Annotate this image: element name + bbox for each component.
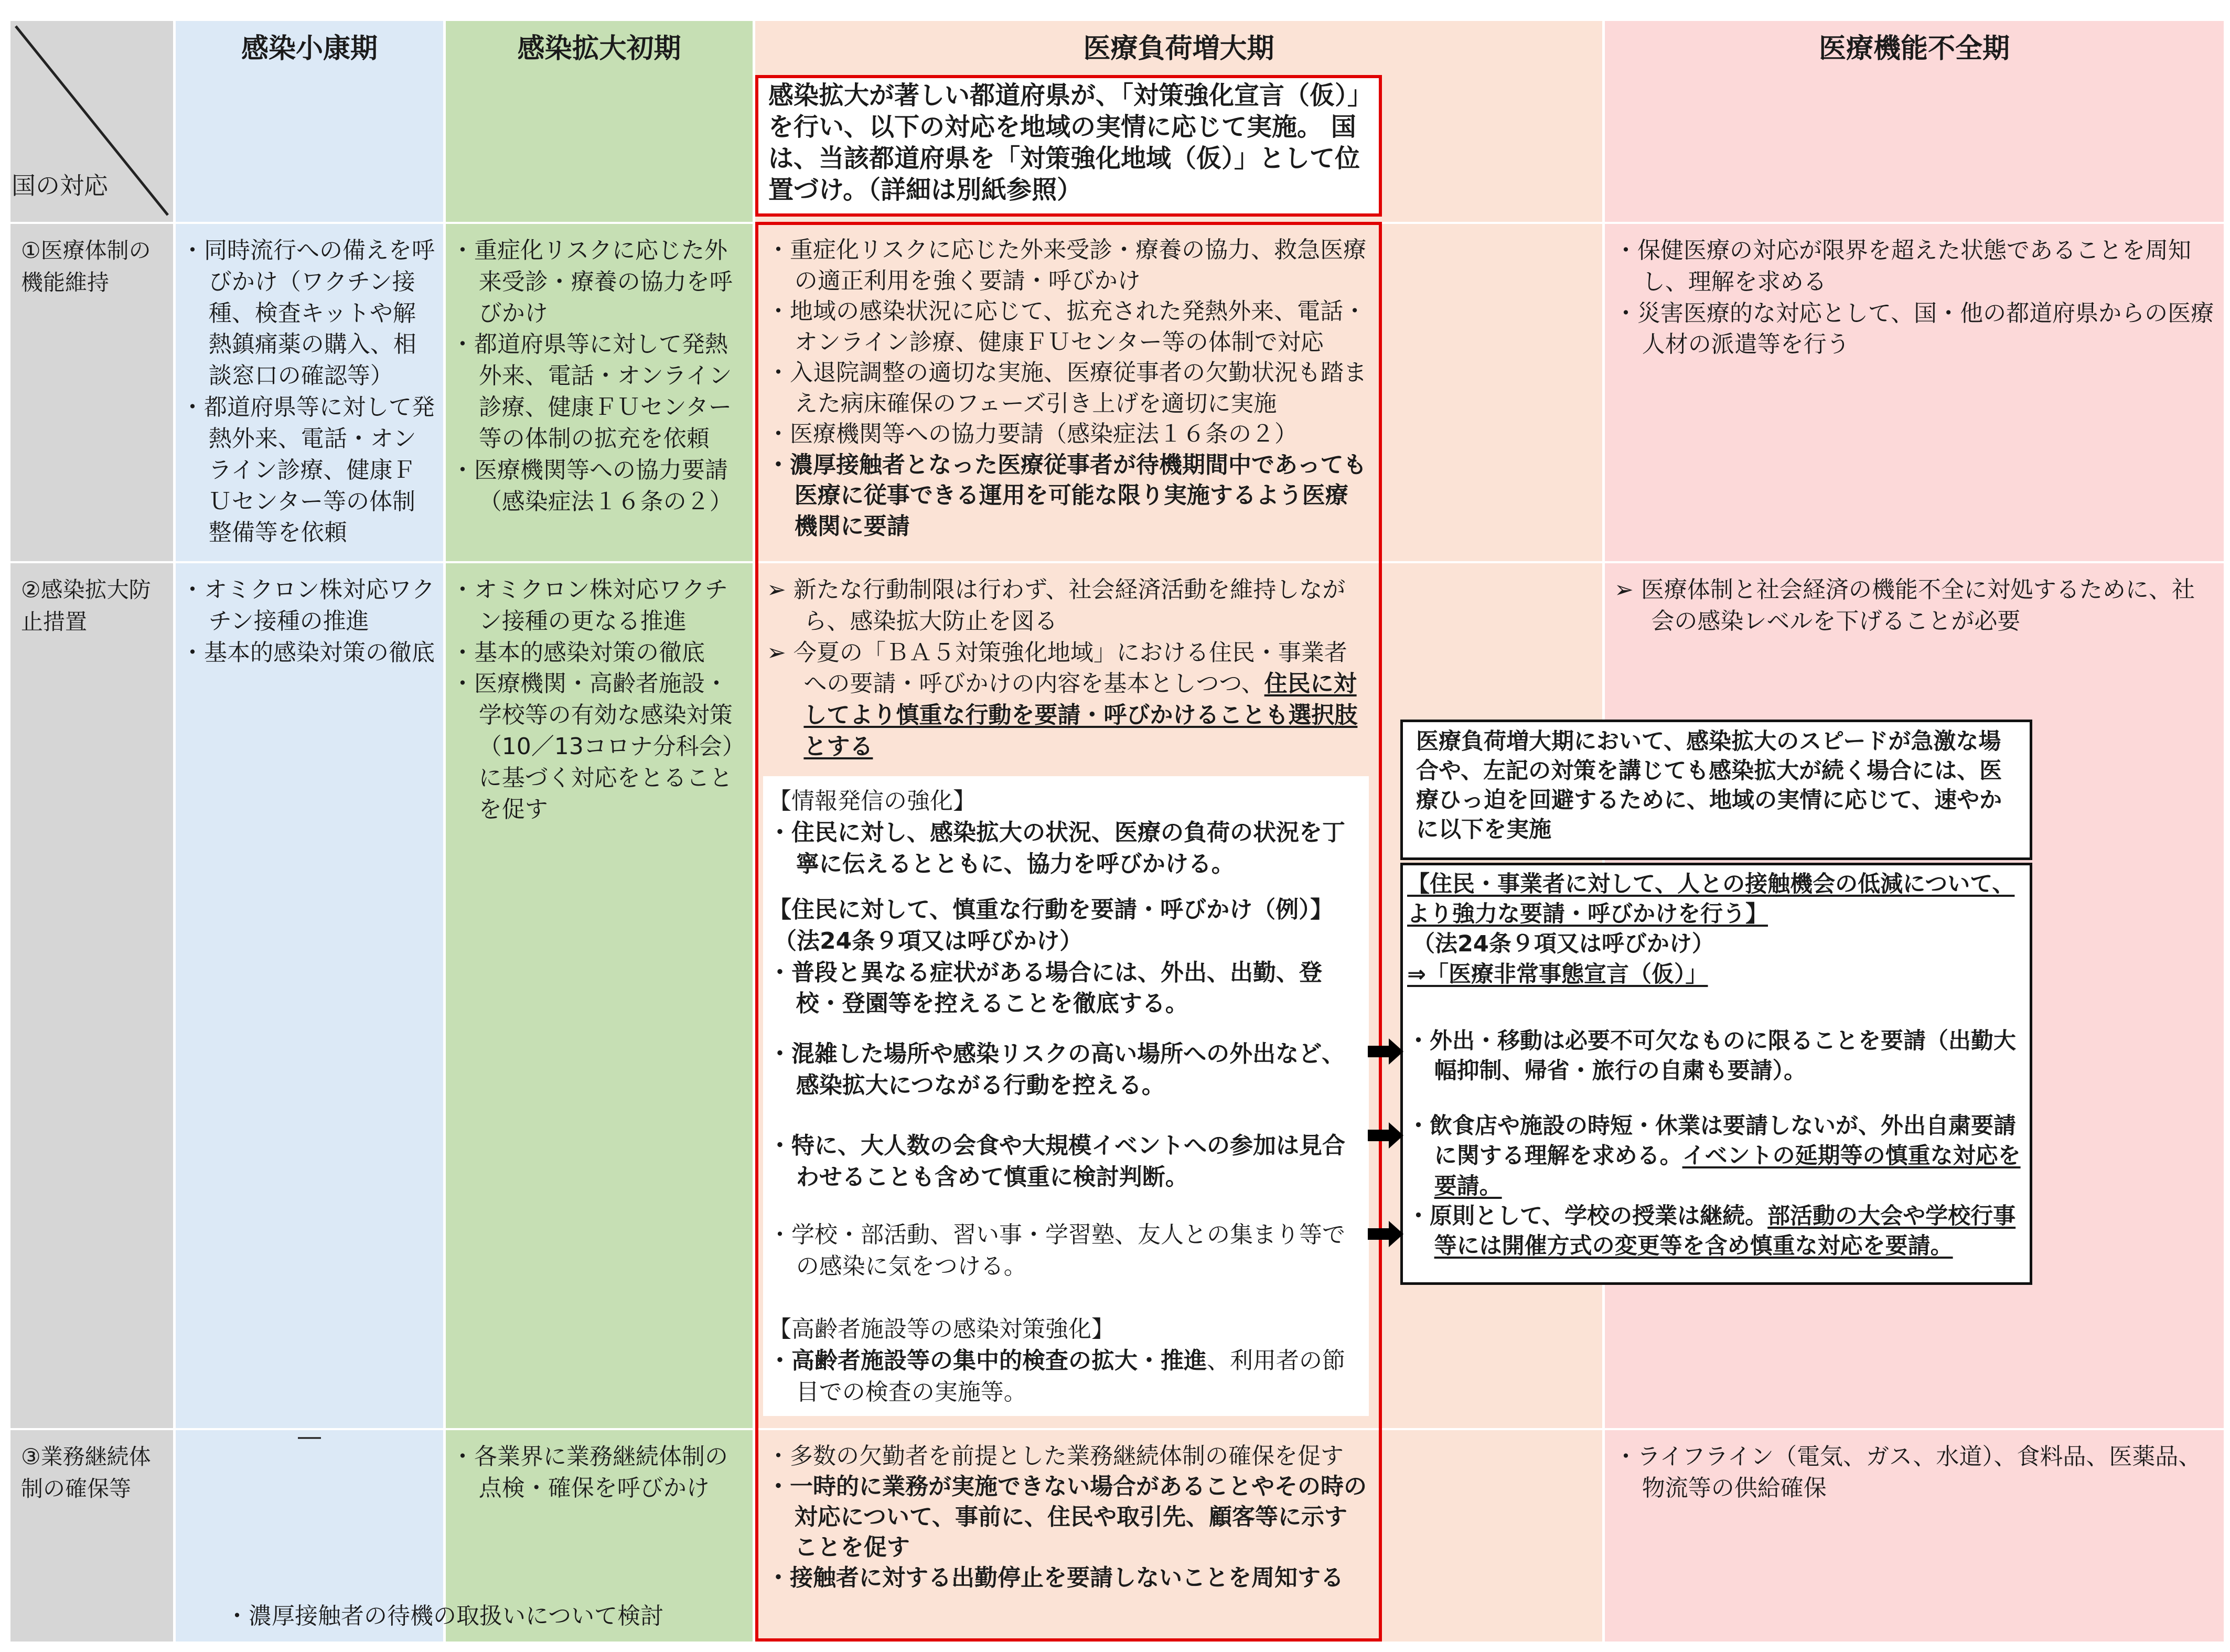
list-item: ・保健医療の対応が限界を超えた状態であることを周知し、理解を求める [1614,237,2191,295]
emergency-item [1407,1111,2025,1202]
phase2-header: 感染拡大初期 [517,33,681,65]
elderly-item-text: 、利用者の節目での検査の実施等。 [796,1347,1345,1406]
list-item: ・基本的感染対策の徹底 [451,639,705,666]
arrow-item-text: ➢ 今夏の「ＢＡ５対策強化地域」における住民・事業者への要請・呼びかけの内容を基本としつつ、 [767,639,1347,698]
list-item: ・医療機関等への協力要請（感染症法１６条の２） [451,456,733,515]
elderly-item-emphasis: ・高齢者施設等の集中的検査の拡大・推進 [768,1347,1207,1374]
row3-phase1-dash: ― [298,1423,321,1450]
list-item: ・地域の感染状況に応じて、拡充された発熱外来、電話・オンライン診療、健康ＦＵセンター等の体制で対応 [767,298,1367,356]
request-item: ・学校・部活動、習い事・学習塾、友人との集まり等での感染に気をつける。 [768,1221,1345,1280]
list-item: ・同時流行への備えを呼びかけ（ワクチン接種、検査キットや解熱鎮痛薬の購入、相談窓口の確認等） [181,237,435,390]
list-item: ・オミクロン株対応ワクチン接種の更なる推進 [451,576,728,635]
info-item: ・住民に対し、感染拡大の状況、医療の負荷の状況を丁寧に伝えるとともに、協力を呼びかける。 [768,819,1345,877]
row1-label: ①医療体制の機能維持 [21,238,151,295]
emergency-measures-box [1400,863,2032,1285]
row3-phase1-bottom: ・濃厚接触者の待機の取扱いについて検討 [226,1603,664,1629]
row2-phase1 [181,574,438,668]
list-item: ・医療機関等への協力要請（感染症法１６条の２） [767,421,1298,448]
list-item: ・多数の欠勤者を前提とした業務継続体制の確保を促す [767,1443,1344,1469]
emergency-item-text: ・飲食店や施設の時短・休業は要請しないが、外出自粛要請に関する理解を求める。 [1407,1113,2016,1170]
phase4-header: 医療機能不全期 [1818,33,2010,65]
emergency-declare: ⇒「医療非常事態宣言（仮）」 [1407,961,1708,988]
list-item: ・災害医療的な対応として、国・他の都道府県からの医療人材の派遣等を行う [1614,299,2214,358]
request-item: ・混雑した場所や感染リスクの高い場所への外出など、感染拡大につながる行動を控える。 [768,1040,1345,1099]
right-arrow-icon [1368,1122,1405,1149]
row2-label: ②感染拡大防止措置 [21,577,151,635]
row3-phase3 [767,1441,1370,1593]
request-item: ・特に、大人数の会食や大規模イベントへの参加は見合わせることも含めて慎重に検討判断。 [768,1132,1345,1190]
info-title: 【情報発信の強化】 [768,788,976,814]
emergency-intro-box: 医療負荷増大期において、感染拡大のスピードが急激な場合や、左記の対策を講じても感染拡大が続く場合には、医療ひっ迫を回避するために、地域の実情に応じて、速やかに以下を実施 [1400,720,2032,860]
arrow-item-emphasis: 住民に対してより慎重な行動を要請・呼びかけることも選択肢とする [803,670,1358,760]
list-item: ・オミクロン株対応ワクチン接種の推進 [181,576,435,635]
emergency-item-text: ・原則として、学校の授業は継続。 [1407,1203,1768,1229]
info-section [768,786,1364,879]
arrow-item [767,637,1370,763]
row1-phase2 [451,235,747,517]
list-item: ・一時的に業務が実施できない場合があることやその時の対応について、事前に、住民や取引先、顧客等に示すことを促す [767,1473,1367,1561]
right-arrow-icon [1368,1221,1405,1247]
row1-phase4 [1614,235,2217,360]
elderly-item [768,1345,1364,1408]
request-title: 【住民に対して、慎重な行動を要請・呼びかけ（例）】 [768,896,1334,923]
emergency-title: 【住民・事業者に対して、人との接触機会の低減について、より強力な要請・呼びかけを行う】 [1407,871,2015,928]
phase1-header: 感染小康期 [241,33,378,65]
list-item: ・ライフライン（電気、ガス、水道）、食料品、医薬品、物流等の供給確保 [1614,1443,2202,1501]
emergency-item: ・外出・移動は必要不可欠なものに限ることを要請（出勤大幅抑制、帰省・旅行の自粛も要請）。 [1407,1027,2016,1084]
phase3-note: 感染拡大が著しい都道府県が、「対策強化宣言（仮）」を行い、以下の対応を地域の実情に応じて実施。 国は、当該都道府県を「対策強化地域（仮）」として位置づけ。（詳細は別紙参照） [768,81,1360,205]
list-item: ・重症化リスクに応じた外来受診・療養の協力を呼びかけ [451,237,733,327]
emergency-item-emphasis: イベントの延期等の慎重な対応を要請。 [1434,1143,2021,1199]
row1-phase1 [181,235,438,549]
row2-phase2 [451,574,747,825]
row3-label: ③業務継続体制の確保等 [21,1444,151,1501]
list-item: ・都道府県等に対して発熱外来、電話・オンライン診療、健康ＦＵセンター等の体制の拡充を依頼 [451,331,732,452]
list-item: ・入退院調整の適切な実施、医療従事者の欠勤状況も踏まえた病床確保のフェーズ引き上げを適切に実施 [767,359,1367,417]
elderly-section [768,1314,1364,1408]
phase3-header: 医療負荷増大期 [1083,33,1274,65]
list-item: ・各業界に業務継続体制の点検・確保を呼びかけ [451,1443,728,1501]
arrow-item: ➢ 新たな行動制限は行わず、社会経済活動を維持しながら、感染拡大防止を図る [767,576,1346,635]
list-item: ・濃厚接触者となった医療従事者が待機期間中であっても医療に従事できる運用を可能な限り実施するよう医療機関に要請 [767,451,1367,540]
list-item: ・重症化リスクに応じた外来受診・療養の協力、救急医療の適正利用を強く要請・呼びかけ [767,237,1367,294]
right-arrow-icon [1368,1038,1405,1065]
list-item: ・基本的感染対策の徹底 [181,639,435,666]
request-law: （法24条９項又は呼びかけ） [774,927,1083,954]
elderly-title: 【高齢者施設等の感染対策強化】 [768,1316,1114,1343]
row2-phase3-arrows [767,574,1370,763]
corner-label: 国の対応 [12,171,108,200]
row1-phase3 [767,235,1370,542]
list-item: ・接触者に対する出勤停止を要請しないことを周知する [767,1564,1344,1592]
emergency-item-emphasis: 部活動の大会や学校行事等には開催方式の変更等を含め慎重な対応を要請。 [1434,1203,2016,1259]
row3-phase4 [1614,1441,2217,1504]
emergency-item [1407,1202,2025,1261]
request-section [768,894,1364,1020]
arrow-item: ➢ 医療体制と社会経済の機能不全に対処するために、社会の感染レベルを下げることが必要 [1614,576,2195,635]
list-item: ・都道府県等に対して発熱外来、電話・オンライン診療、健康ＦＵセンター等の体制整備等を依頼 [181,394,435,546]
request-item: ・普段と異なる症状がある場合には、外出、出勤、登校・登園等を控えることを徹底する。 [768,959,1322,1017]
row2-phase4 [1614,574,2217,637]
list-item: ・医療機関・高齢者施設・学校等の有効な感染対策（10／13コロナ分科会）に基づく対応をとることを促す [451,670,745,823]
row3-phase2 [451,1441,747,1504]
emergency-law: （法24条９項又は呼びかけ） [1412,931,1714,958]
